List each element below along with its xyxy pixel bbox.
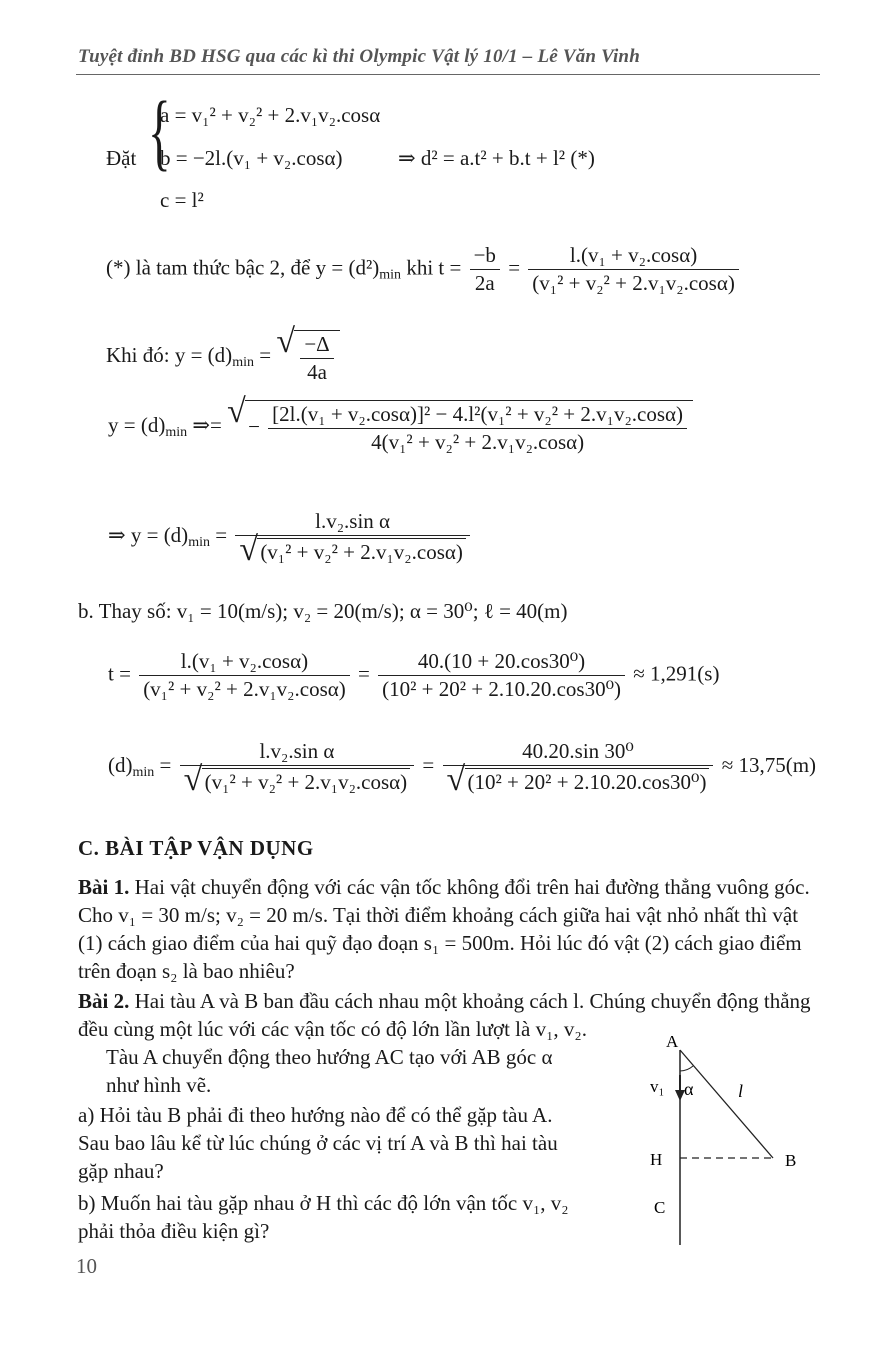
label-A: A <box>666 1035 679 1051</box>
dat-label: Đặt <box>106 146 137 170</box>
label-v1: v₁ <box>650 1077 665 1096</box>
neg-b-over-2a <box>470 244 500 295</box>
bai-1-text: Hai vật chuyển động với các vận tốc không đổi trên hai đường thẳng vuông góc. Cho v₁ = 30 m/s; v₂ = 20 m/s. Tại thời điểm khoảng cách giữa hai vật nhỏ nhất thì vật (1) cách giao điểm của hai quỹ đạo đoạn s₁ = 500m. Hỏi lúc đó vật (2) cách giao điểm trên đoạn s₂ là bao nhiêu? <box>78 875 810 983</box>
label-H: H <box>650 1150 663 1169</box>
bai-2-text-1: Hai tàu A và B ban đầu cách nhau một khoảng cách l. Chúng chuyển động thẳng đều cùng một lúc với các vận tốc có độ lớn lần lượt là v₁, v₂. <box>78 989 811 1041</box>
bai-1-label: Bài 1. <box>78 875 130 899</box>
min-sub: min <box>188 534 210 550</box>
header-rule <box>76 74 820 75</box>
bai-2-text-2: Tàu A chuyển động theo hướng AC tạo với AB góc α như hình vẽ. <box>106 1045 553 1097</box>
bai-1 <box>78 873 818 985</box>
line-AB <box>680 1050 773 1158</box>
min-sub: min <box>132 764 155 780</box>
min-sub: min <box>379 267 402 283</box>
d-den-2 <box>443 766 714 794</box>
label-C: C <box>654 1198 666 1217</box>
trinomial-text: (*) là tam thức bậc 2, để <box>106 255 311 280</box>
d-num-1: l.v₂.sin α <box>180 740 415 766</box>
khi: khi <box>406 255 434 280</box>
arrow-eq: ⇒= <box>192 412 222 437</box>
question-b <box>78 1189 588 1245</box>
t-numerator: l.(v₁ + v₂.cosα) <box>528 244 739 270</box>
eq-sign: = <box>357 661 370 686</box>
d-den-1 <box>180 766 415 794</box>
big-sqrt: √ − $\frac{\text{[2l.(v₁ + v₂.cosα)]² − 4.l²(v₁² + v₂² + 2.v₁v₂.cosα)}}{\text{4(v₁² + v₂² + 2.v₁v₂.cosα)}}$ <box>245 400 693 454</box>
t-frac-1 <box>139 650 350 701</box>
trinomial-line <box>106 244 742 295</box>
ships-figure <box>630 1035 820 1250</box>
t-num-1: l.(v₁ + v₂.cosα) <box>139 650 350 676</box>
d-sqrt-1 <box>202 768 411 794</box>
section-c-title: C. BÀI TẬP VẬN DỤNG <box>78 836 314 860</box>
a-label: a) <box>78 1103 95 1127</box>
eq-sign: = <box>215 522 228 547</box>
delta-fraction <box>300 333 333 384</box>
d-sqrt-2 <box>465 768 710 794</box>
result-sqrt <box>257 538 466 564</box>
d-result: ≈ 13,75(m) <box>721 752 817 777</box>
b-label: b) <box>78 1191 96 1215</box>
big-denominator: 4(v₁² + v₂² + 2.v₁v₂.cosα) <box>371 430 585 455</box>
y-dmin: y = (d) <box>174 342 233 367</box>
alpha-arc <box>680 1066 693 1071</box>
min-sub: min <box>232 354 254 370</box>
t-calc-line <box>108 650 719 701</box>
big-fraction <box>268 403 687 454</box>
khi-do-line <box>106 330 340 384</box>
d-frac-1 <box>180 740 415 794</box>
system-eq-a: a = v₁² + v₂² + 2.v₁v₂.cosα <box>160 103 381 127</box>
a-text: Hỏi tàu B phải đi theo hướng nào để có thể gặp tàu A. Sau bao lâu kể từ lúc chúng ở các vị trí A và B thì hai tàu gặp nhau? <box>78 1103 558 1183</box>
part-b-line <box>78 600 568 623</box>
question-a <box>78 1101 588 1185</box>
eq-sign: = <box>159 752 172 777</box>
t-denominator: (v₁² + v₂² + 2.v₁v₂.cosα) <box>532 271 735 296</box>
big-sqrt-line <box>108 400 693 454</box>
t-label: t = <box>108 661 131 686</box>
bai-2-label: Bài 2. <box>78 989 130 1013</box>
page-number: 10 <box>76 1254 97 1278</box>
four-a: 4a <box>307 360 327 385</box>
big-numerator: [2l.(v₁ + v₂.cosα)]² − 4.l²(v₁² + v₂² + 2.v₁v₂.cosα) <box>268 403 687 429</box>
system-eq-c: c = l² <box>160 188 204 212</box>
result-denominator <box>235 536 470 564</box>
thay-so: Thay số: <box>98 599 172 623</box>
t-frac-2 <box>378 650 625 701</box>
result-fraction <box>235 510 470 564</box>
d-num-2: 40.20.sin 30⁰ <box>443 740 714 766</box>
sqrt-delta <box>294 330 339 384</box>
eq-sign: = <box>422 752 435 777</box>
trinomial-y: y = (d²) <box>315 255 380 280</box>
d-calc-line <box>108 740 816 794</box>
d-den-1-text: (v₁² + v₂² + 2.v₁v₂.cosα) <box>204 770 408 795</box>
d-den-2-text: (10² + 20² + 2.10.20.cos30⁰) <box>467 770 707 795</box>
result-numerator: l.v₂.sin α <box>235 510 470 536</box>
running-header: Tuyệt đỉnh BD HSG qua các kì thi Olympic Vật lý 10/1 – Lê Văn Vinh <box>78 46 640 67</box>
min-sub: min <box>165 424 188 440</box>
values: v₁ = 10(m/s); v₂ = 20(m/s); α = 30⁰; ℓ = 40(m) <box>176 599 568 623</box>
t-den-1: (v₁² + v₂² + 2.v₁v₂.cosα) <box>143 677 346 702</box>
label-l: l <box>738 1081 744 1101</box>
d-frac-2 <box>443 740 714 794</box>
d-label: (d) <box>108 752 133 777</box>
t-eq: t = <box>438 255 462 280</box>
neg-b: −b <box>470 244 500 270</box>
implies-y: ⇒ y = (d) <box>108 522 189 547</box>
two-a: 2a <box>474 271 495 296</box>
label-alpha: α <box>684 1079 694 1099</box>
system-brace: { <box>148 83 171 179</box>
system-result: ⇒ d² = a.t² + b.t + l² (*) <box>398 146 595 170</box>
result-den-text: (v₁² + v₂² + 2.v₁v₂.cosα) <box>260 540 463 565</box>
result-line <box>108 510 473 564</box>
t-result: ≈ 1,291(s) <box>633 661 720 686</box>
khi-do: Khi đó: <box>106 342 170 367</box>
eq-sign: = <box>508 255 521 280</box>
neg-delta: √ −Δ <box>300 333 333 359</box>
t-fraction <box>528 244 739 295</box>
eq-sign: = <box>259 342 272 367</box>
t-den-2: (10² + 20² + 2.10.20.cos30⁰) <box>382 677 622 702</box>
y-dmin: y = (d) <box>108 412 166 437</box>
b-text: Muốn hai tàu gặp nhau ở H thì các độ lớn vận tốc v₁, v₂ phải thỏa điều kiện gì? <box>78 1191 569 1243</box>
part-b-label: b. <box>78 599 94 623</box>
label-B: B <box>785 1151 797 1170</box>
system-eq-b: b = −2l.(v₁ + v₂.cosα) <box>160 146 343 170</box>
t-num-2: 40.(10 + 20.cos30⁰) <box>378 650 625 676</box>
